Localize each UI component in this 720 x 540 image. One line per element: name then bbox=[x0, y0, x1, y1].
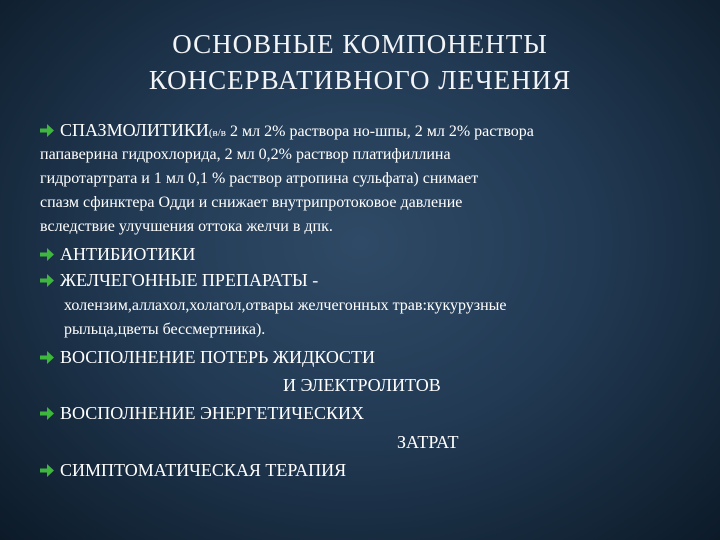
antibiotics-head: АНТИБИОТИКИ bbox=[60, 244, 196, 264]
spasmolytics-head: СПАЗМОЛИТИКИ bbox=[60, 120, 209, 140]
right-arrow-icon bbox=[40, 248, 54, 261]
spasmolytics-line-4: спазм сфинктера Одди и снижает внутрипротоковое давление bbox=[40, 194, 463, 211]
choleretics-line-3: рыльца,цветы бессмертника). bbox=[64, 321, 266, 338]
bullet-symptomatic bbox=[40, 460, 346, 481]
right-arrow-icon bbox=[40, 124, 54, 137]
slide-title bbox=[0, 26, 720, 98]
bullet-spasmolytics bbox=[40, 120, 534, 141]
right-arrow-icon bbox=[40, 274, 54, 287]
bullet-choleretics bbox=[40, 270, 318, 291]
energy-line-2: ЗАТРАТ bbox=[397, 432, 459, 452]
spasmolytics-line-1: 2 мл 2% раствора но-шпы, 2 мл 2% раствора bbox=[226, 123, 534, 140]
right-arrow-icon bbox=[40, 351, 54, 364]
choleretics-line-2: холензим,аллахол,холагол,отвары желчегонных трав:кукурузные bbox=[64, 297, 507, 314]
symptomatic-head: СИМПТОМАТИЧЕСКАЯ ТЕРАПИЯ bbox=[60, 460, 347, 480]
choleretics-head: ЖЕЛЧЕГОННЫЕ ПРЕПАРАТЫ - bbox=[60, 270, 319, 290]
spasmolytics-line-2: папаверина гидрохлорида, 2 мл 0,2% раствор платифиллина bbox=[40, 146, 451, 163]
energy-head: ВОСПОЛНЕНИЕ ЭНЕРГЕТИЧЕСКИХ bbox=[60, 403, 365, 423]
bullet-antibiotics bbox=[40, 244, 195, 265]
right-arrow-icon bbox=[40, 407, 54, 420]
title-line-1: ОСНОВНЫЕ КОМПОНЕНТЫ bbox=[172, 29, 548, 59]
spasmolytics-line-5: вследствие улучшения оттока желчи в дпк. bbox=[40, 218, 333, 235]
bullet-energy bbox=[40, 403, 364, 424]
fluids-line-2: И ЭЛЕКТРОЛИТОВ bbox=[283, 375, 441, 395]
spasmolytics-small: (в/в bbox=[208, 127, 226, 139]
bullet-fluids bbox=[40, 347, 375, 368]
title-line-2: КОНСЕРВАТИВНОГО ЛЕЧЕНИЯ bbox=[148, 65, 572, 95]
fluids-head: ВОСПОЛНЕНИЕ ПОТЕРЬ ЖИДКОСТИ bbox=[60, 347, 376, 367]
spasmolytics-line-3: гидротартрата и 1 мл 0,1 % раствор атропина сульфата) снимает bbox=[40, 170, 479, 187]
right-arrow-icon bbox=[40, 464, 54, 477]
